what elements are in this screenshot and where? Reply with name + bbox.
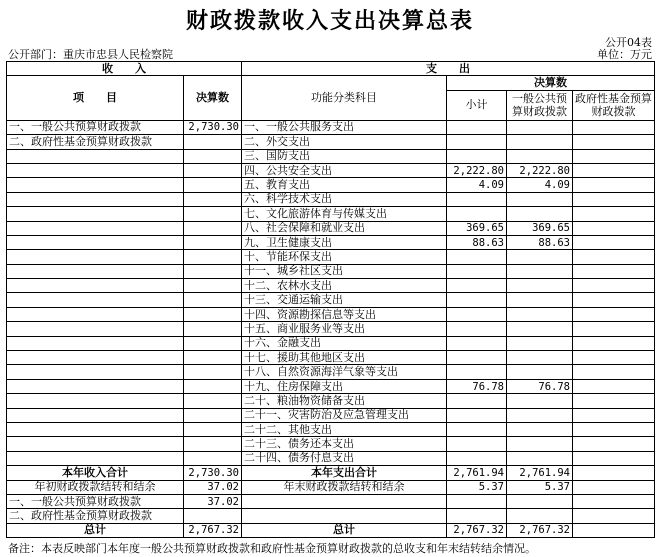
income-value bbox=[184, 135, 242, 149]
grand-total-out-label: 总计 bbox=[242, 523, 447, 537]
subtotal-value: 369.65 bbox=[447, 221, 507, 235]
general-budget-value bbox=[507, 279, 573, 293]
income-item bbox=[7, 250, 184, 264]
income-item bbox=[7, 307, 184, 321]
income-item bbox=[7, 149, 184, 163]
table-row bbox=[7, 120, 655, 134]
gov-fund-value bbox=[573, 163, 655, 177]
general-budget-value bbox=[507, 351, 573, 365]
table-row bbox=[7, 207, 655, 221]
general-budget-value: 88.63 bbox=[507, 235, 573, 249]
gov-fund-value bbox=[573, 250, 655, 264]
gov-fund-value bbox=[573, 235, 655, 249]
expenditure-header: 支 出 bbox=[242, 62, 655, 76]
function-category-item: 十一、城乡社区支出 bbox=[242, 264, 447, 278]
table-row bbox=[7, 379, 655, 393]
gov-fund-value bbox=[573, 264, 655, 278]
income-item bbox=[7, 437, 184, 451]
income-item bbox=[7, 365, 184, 379]
income-item bbox=[7, 192, 184, 206]
function-category-item: 十六、金融支出 bbox=[242, 336, 447, 350]
income-value bbox=[184, 163, 242, 177]
function-category-item: 十八、自然资源海洋气象等支出 bbox=[242, 365, 447, 379]
function-category-item: 二十一、灾害防治及应急管理支出 bbox=[242, 408, 447, 422]
income-value bbox=[184, 250, 242, 264]
general-budget-value bbox=[507, 293, 573, 307]
table-row bbox=[7, 235, 655, 249]
subtotal-value bbox=[447, 394, 507, 408]
carry-in-fund-value bbox=[184, 509, 242, 523]
gov-fund-value bbox=[573, 307, 655, 321]
function-category-item: 一、一般公共服务支出 bbox=[242, 120, 447, 134]
table-row bbox=[7, 192, 655, 206]
income-item bbox=[7, 293, 184, 307]
income-value bbox=[184, 207, 242, 221]
footnote: 备注：本表反映部门本年度一般公共预算财政拨款和政府性基金预算财政拨款的总收支和年末结转结余情况。 bbox=[8, 542, 536, 555]
report-title: 财政拨款收入支出决算总表 bbox=[185, 8, 474, 34]
general-budget-value bbox=[507, 322, 573, 336]
function-category-item: 十三、交通运输支出 bbox=[242, 293, 447, 307]
income-total-label: 本年收入合计 bbox=[7, 466, 184, 480]
general-budget-value bbox=[507, 149, 573, 163]
income-item bbox=[7, 336, 184, 350]
table-row bbox=[7, 149, 655, 163]
general-budget-value bbox=[507, 120, 573, 134]
income-item bbox=[7, 207, 184, 221]
function-category-header: 功能分类科目 bbox=[242, 76, 447, 120]
department-label: 公开部门：重庆市忠县人民检察院 bbox=[8, 48, 173, 61]
gov-fund-value bbox=[573, 422, 655, 436]
expenditure-total-label: 本年支出合计 bbox=[242, 466, 447, 480]
general-budget-value: 4.09 bbox=[507, 178, 573, 192]
table-row bbox=[7, 293, 655, 307]
function-category-item: 四、公共安全支出 bbox=[242, 163, 447, 177]
income-value bbox=[184, 322, 242, 336]
function-category-item: 五、教育支出 bbox=[242, 178, 447, 192]
table-row bbox=[7, 135, 655, 149]
table-row bbox=[7, 250, 655, 264]
gov-fund-value bbox=[573, 221, 655, 235]
table-row bbox=[7, 307, 655, 321]
table-row bbox=[7, 279, 655, 293]
gov-fund-value bbox=[573, 192, 655, 206]
item-header: 项 目 bbox=[7, 76, 184, 120]
income-header: 收 入 bbox=[7, 62, 242, 76]
gov-fund-value bbox=[573, 351, 655, 365]
gov-fund-value bbox=[573, 451, 655, 465]
income-item bbox=[7, 408, 184, 422]
subtotal-value bbox=[447, 293, 507, 307]
income-item bbox=[7, 394, 184, 408]
income-value bbox=[184, 422, 242, 436]
table-row bbox=[7, 408, 655, 422]
gov-fund-header: 政府性基金预算财政拨款 bbox=[573, 90, 655, 120]
function-category-item: 二、外交支出 bbox=[242, 135, 447, 149]
income-value bbox=[184, 394, 242, 408]
function-category-item: 十、节能环保支出 bbox=[242, 250, 447, 264]
income-value bbox=[184, 307, 242, 321]
income-value bbox=[184, 293, 242, 307]
income-value bbox=[184, 408, 242, 422]
general-budget-value bbox=[507, 207, 573, 221]
subtotal-value bbox=[447, 207, 507, 221]
table-row bbox=[7, 394, 655, 408]
function-category-item: 十四、资源勘探信息等支出 bbox=[242, 307, 447, 321]
gov-fund-value bbox=[573, 408, 655, 422]
income-value bbox=[184, 336, 242, 350]
subtotal-value bbox=[447, 135, 507, 149]
subtotal-header: 小计 bbox=[447, 90, 507, 120]
grand-total-out-fund bbox=[573, 523, 655, 537]
function-category-item: 八、社会保障和就业支出 bbox=[242, 221, 447, 235]
gov-fund-value bbox=[573, 178, 655, 192]
general-budget-value: 369.65 bbox=[507, 221, 573, 235]
income-item bbox=[7, 451, 184, 465]
subtotal-value bbox=[447, 250, 507, 264]
table-row bbox=[7, 351, 655, 365]
unit-label: 单位：万元 bbox=[597, 48, 652, 61]
finance-table bbox=[6, 61, 655, 538]
subtotal-value bbox=[447, 264, 507, 278]
carry-out-sub: 5.37 bbox=[447, 480, 507, 494]
gov-fund-value bbox=[573, 135, 655, 149]
income-item bbox=[7, 379, 184, 393]
function-category-item: 二十三、债务还本支出 bbox=[242, 437, 447, 451]
gov-fund-value bbox=[573, 120, 655, 134]
function-category-item: 十二、农林水支出 bbox=[242, 279, 447, 293]
gov-fund-value bbox=[573, 394, 655, 408]
subtotal-value bbox=[447, 322, 507, 336]
gov-fund-value bbox=[573, 149, 655, 163]
gov-fund-value bbox=[573, 437, 655, 451]
income-item bbox=[7, 163, 184, 177]
grand-total-out-gen: 2,767.32 bbox=[507, 523, 573, 537]
income-value bbox=[184, 451, 242, 465]
income-value bbox=[184, 264, 242, 278]
income-value bbox=[184, 178, 242, 192]
gov-fund-value bbox=[573, 365, 655, 379]
table-row bbox=[7, 451, 655, 465]
income-value bbox=[184, 365, 242, 379]
subtotal-value bbox=[447, 408, 507, 422]
gov-fund-value bbox=[573, 336, 655, 350]
subtotal-value bbox=[447, 120, 507, 134]
expenditure-total-fund bbox=[573, 466, 655, 480]
general-budget-value bbox=[507, 408, 573, 422]
general-budget-value bbox=[507, 307, 573, 321]
income-item bbox=[7, 235, 184, 249]
function-category-item: 十九、住房保障支出 bbox=[242, 379, 447, 393]
function-category-item: 十七、援助其他地区支出 bbox=[242, 351, 447, 365]
general-budget-value bbox=[507, 451, 573, 465]
general-budget-value bbox=[507, 394, 573, 408]
general-budget-header: 一般公共预算财政拨款 bbox=[507, 90, 573, 120]
function-category-item: 二十、粮油物资储备支出 bbox=[242, 394, 447, 408]
table-row bbox=[7, 178, 655, 192]
table-row bbox=[7, 422, 655, 436]
income-item: 二、政府性基金预算财政拨款 bbox=[7, 135, 184, 149]
final-amount-header: 决算数 bbox=[447, 76, 655, 90]
carry-in-fund-label: 二、政府性基金预算财政拨款 bbox=[7, 509, 184, 523]
table-row bbox=[7, 322, 655, 336]
income-value bbox=[184, 437, 242, 451]
income-value bbox=[184, 235, 242, 249]
general-budget-value bbox=[507, 192, 573, 206]
function-category-item: 九、卫生健康支出 bbox=[242, 235, 447, 249]
subtotal-value bbox=[447, 365, 507, 379]
gov-fund-value bbox=[573, 207, 655, 221]
income-value bbox=[184, 192, 242, 206]
income-item: 一、一般公共预算财政拨款 bbox=[7, 120, 184, 134]
table-row bbox=[7, 437, 655, 451]
carry-in-gen-label: 一、一般公共预算财政拨款 bbox=[7, 494, 184, 508]
general-budget-value bbox=[507, 336, 573, 350]
subtotal-value bbox=[447, 279, 507, 293]
income-item bbox=[7, 351, 184, 365]
subtotal-value bbox=[447, 307, 507, 321]
gov-fund-value bbox=[573, 293, 655, 307]
function-category-item: 二十二、其他支出 bbox=[242, 422, 447, 436]
income-item bbox=[7, 322, 184, 336]
form-code: 公开04表 bbox=[605, 36, 652, 49]
income-item bbox=[7, 221, 184, 235]
grand-total-out-sub: 2,767.32 bbox=[447, 523, 507, 537]
subtotal-value bbox=[447, 336, 507, 350]
subtotal-value: 76.78 bbox=[447, 379, 507, 393]
income-value bbox=[184, 221, 242, 235]
general-budget-value: 2,222.80 bbox=[507, 163, 573, 177]
income-value: 2,730.30 bbox=[184, 120, 242, 134]
subtotal-value bbox=[447, 351, 507, 365]
function-category-item: 七、文化旅游体育与传媒支出 bbox=[242, 207, 447, 221]
function-category-item: 六、科学技术支出 bbox=[242, 192, 447, 206]
income-value bbox=[184, 351, 242, 365]
expenditure-total-sub: 2,761.94 bbox=[447, 466, 507, 480]
grand-total-in-value: 2,767.32 bbox=[184, 523, 242, 537]
income-item bbox=[7, 264, 184, 278]
carry-in-gen-value: 37.02 bbox=[184, 494, 242, 508]
income-item bbox=[7, 422, 184, 436]
income-total-value: 2,730.30 bbox=[184, 466, 242, 480]
function-category-item: 十五、商业服务业等支出 bbox=[242, 322, 447, 336]
carry-out-gen: 5.37 bbox=[507, 480, 573, 494]
general-budget-value: 76.78 bbox=[507, 379, 573, 393]
subtotal-value bbox=[447, 149, 507, 163]
expenditure-total-gen: 2,761.94 bbox=[507, 466, 573, 480]
income-value bbox=[184, 279, 242, 293]
income-item bbox=[7, 178, 184, 192]
income-item bbox=[7, 279, 184, 293]
general-budget-value bbox=[507, 365, 573, 379]
carry-out-label: 年末财政拨款结转和结余 bbox=[242, 480, 447, 494]
function-category-item: 三、国防支出 bbox=[242, 149, 447, 163]
carry-in-value: 37.02 bbox=[184, 480, 242, 494]
gov-fund-value bbox=[573, 379, 655, 393]
income-value bbox=[184, 149, 242, 163]
income-value bbox=[184, 379, 242, 393]
table-row bbox=[7, 336, 655, 350]
subtotal-value: 4.09 bbox=[447, 178, 507, 192]
grand-total-in-label: 总计 bbox=[7, 523, 184, 537]
table-row bbox=[7, 365, 655, 379]
subtotal-value bbox=[447, 192, 507, 206]
gov-fund-value bbox=[573, 279, 655, 293]
subtotal-value bbox=[447, 422, 507, 436]
table-row bbox=[7, 264, 655, 278]
general-budget-value bbox=[507, 422, 573, 436]
function-category-item: 二十四、债务付息支出 bbox=[242, 451, 447, 465]
general-budget-value bbox=[507, 437, 573, 451]
subtotal-value: 2,222.80 bbox=[447, 163, 507, 177]
gov-fund-value bbox=[573, 322, 655, 336]
carry-out-fund bbox=[573, 480, 655, 494]
general-budget-value bbox=[507, 264, 573, 278]
general-budget-value bbox=[507, 135, 573, 149]
general-budget-value bbox=[507, 250, 573, 264]
subtotal-value: 88.63 bbox=[447, 235, 507, 249]
amount-header: 决算数 bbox=[184, 76, 242, 120]
carry-in-label: 年初财政拨款结转和结余 bbox=[7, 480, 184, 494]
subtotal-value bbox=[447, 451, 507, 465]
table-row bbox=[7, 221, 655, 235]
subtotal-value bbox=[447, 437, 507, 451]
table-row bbox=[7, 163, 655, 177]
